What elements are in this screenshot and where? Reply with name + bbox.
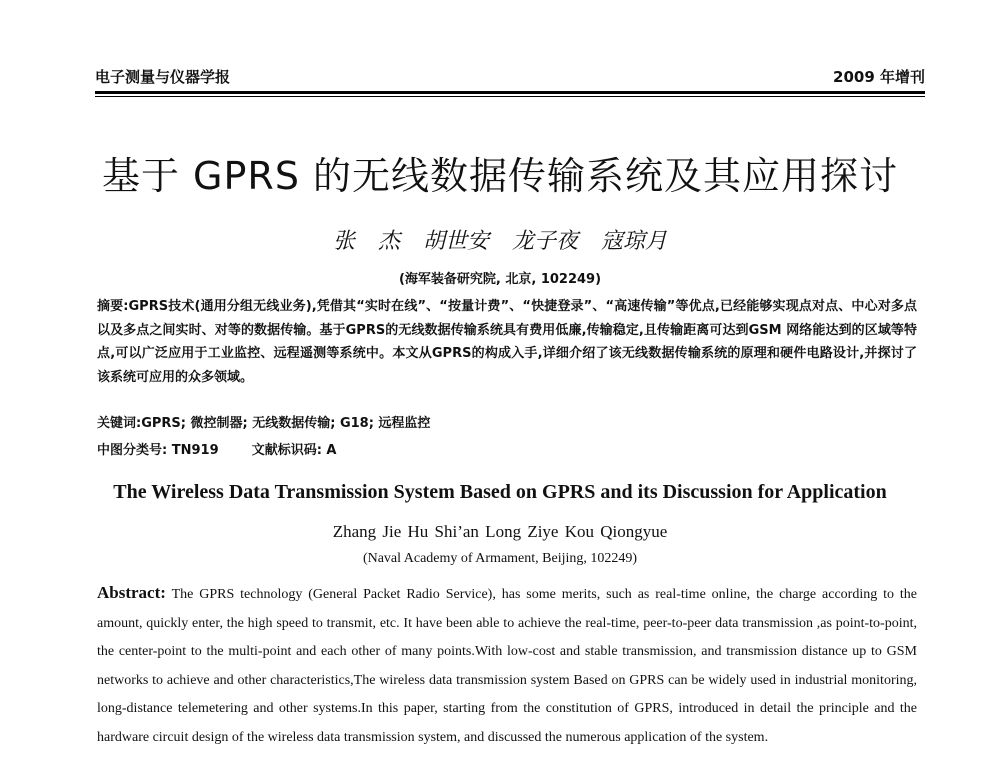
header-rule-thick — [95, 91, 925, 94]
keywords-text: GPRS; 微控制器; 无线数据传输; G18; 远程监控 — [141, 416, 431, 431]
abstract-english-label: Abstract: — [97, 583, 166, 602]
header-rule-thin — [95, 96, 925, 97]
clc-value: TN919 — [171, 443, 219, 458]
classification-line — [97, 439, 917, 458]
title-chinese: 基于 GPRS 的无线数据传输系统及其应用探讨 — [101, 154, 899, 198]
clc-label: 中图分类号: — [97, 443, 168, 458]
journal-name: 电子测量与仪器学报 — [95, 68, 231, 86]
doc-code-value: A — [326, 443, 337, 458]
abstract-chinese-label: 摘要: — [97, 299, 129, 314]
issue-label: 2009 年增刊 — [833, 68, 925, 86]
abstract-chinese-text: GPRS技术(通用分组无线业务),凭借其“实时在线”、“按量计费”、“快捷登录”、“高速传输”等优点,已经能够实现点对点、中心对多点以及多点之间实时、对等的数据传输。基于GPRS的无线数据传输系统具有费用低廉,传输稳定,且传输距离可达到GSM 网络能达到的区域等特点,可以广泛应用于工业监控、远程遥测等系统中。本文从GPRS的构成入手,详细介绍了该无线数据传输系统的原理和硬件电路设计,并探讨了该系统可应用的众多领域。 — [97, 299, 918, 385]
authors-english: Zhang Jie Hu Shi’an Long Ziye Kou Qiongyue — [332, 522, 668, 541]
doc-code-label: 文献标识码: — [251, 443, 322, 458]
affiliation-chinese: (海军装备研究院, 北京, 102249) — [398, 272, 602, 287]
running-header — [95, 62, 925, 92]
authors-chinese: 张 杰 胡世安 龙子夜 寇琼月 — [333, 229, 667, 254]
abstract-english — [97, 579, 917, 752]
abstract-chinese — [97, 295, 917, 389]
title-english: The Wireless Data Transmission System Based on GPRS and its Discussion for Application — [113, 481, 887, 503]
abstract-english-text: The GPRS technology (General Packet Radio Service), has some merits, such as real-time online, the charge according to the amount, quickly enter, the high speed to transmit, etc. It have been able to achieve the real-time, peer-to-peer data transmission ,as point-to-point, the center-point to the multi-point and each other of many points.With low-cost and stable transmission, and transmission distance up to GSM networks to achieve and other characteristics,The wireless data transmission system Based on GPRS can be widely used in industrial monitoring, long-distance telemetering and other systems.In this paper, starting from the constitution of GPRS, introduced in detail the principle and the hardware circuit design of the wireless data transmission system, and discussed the numerous application of the system. — [97, 587, 918, 745]
affiliation-english: (Naval Academy of Armament, Beijing, 102249) — [362, 551, 638, 566]
keywords-chinese — [97, 412, 917, 431]
keywords-label: 关键词: — [97, 416, 142, 431]
